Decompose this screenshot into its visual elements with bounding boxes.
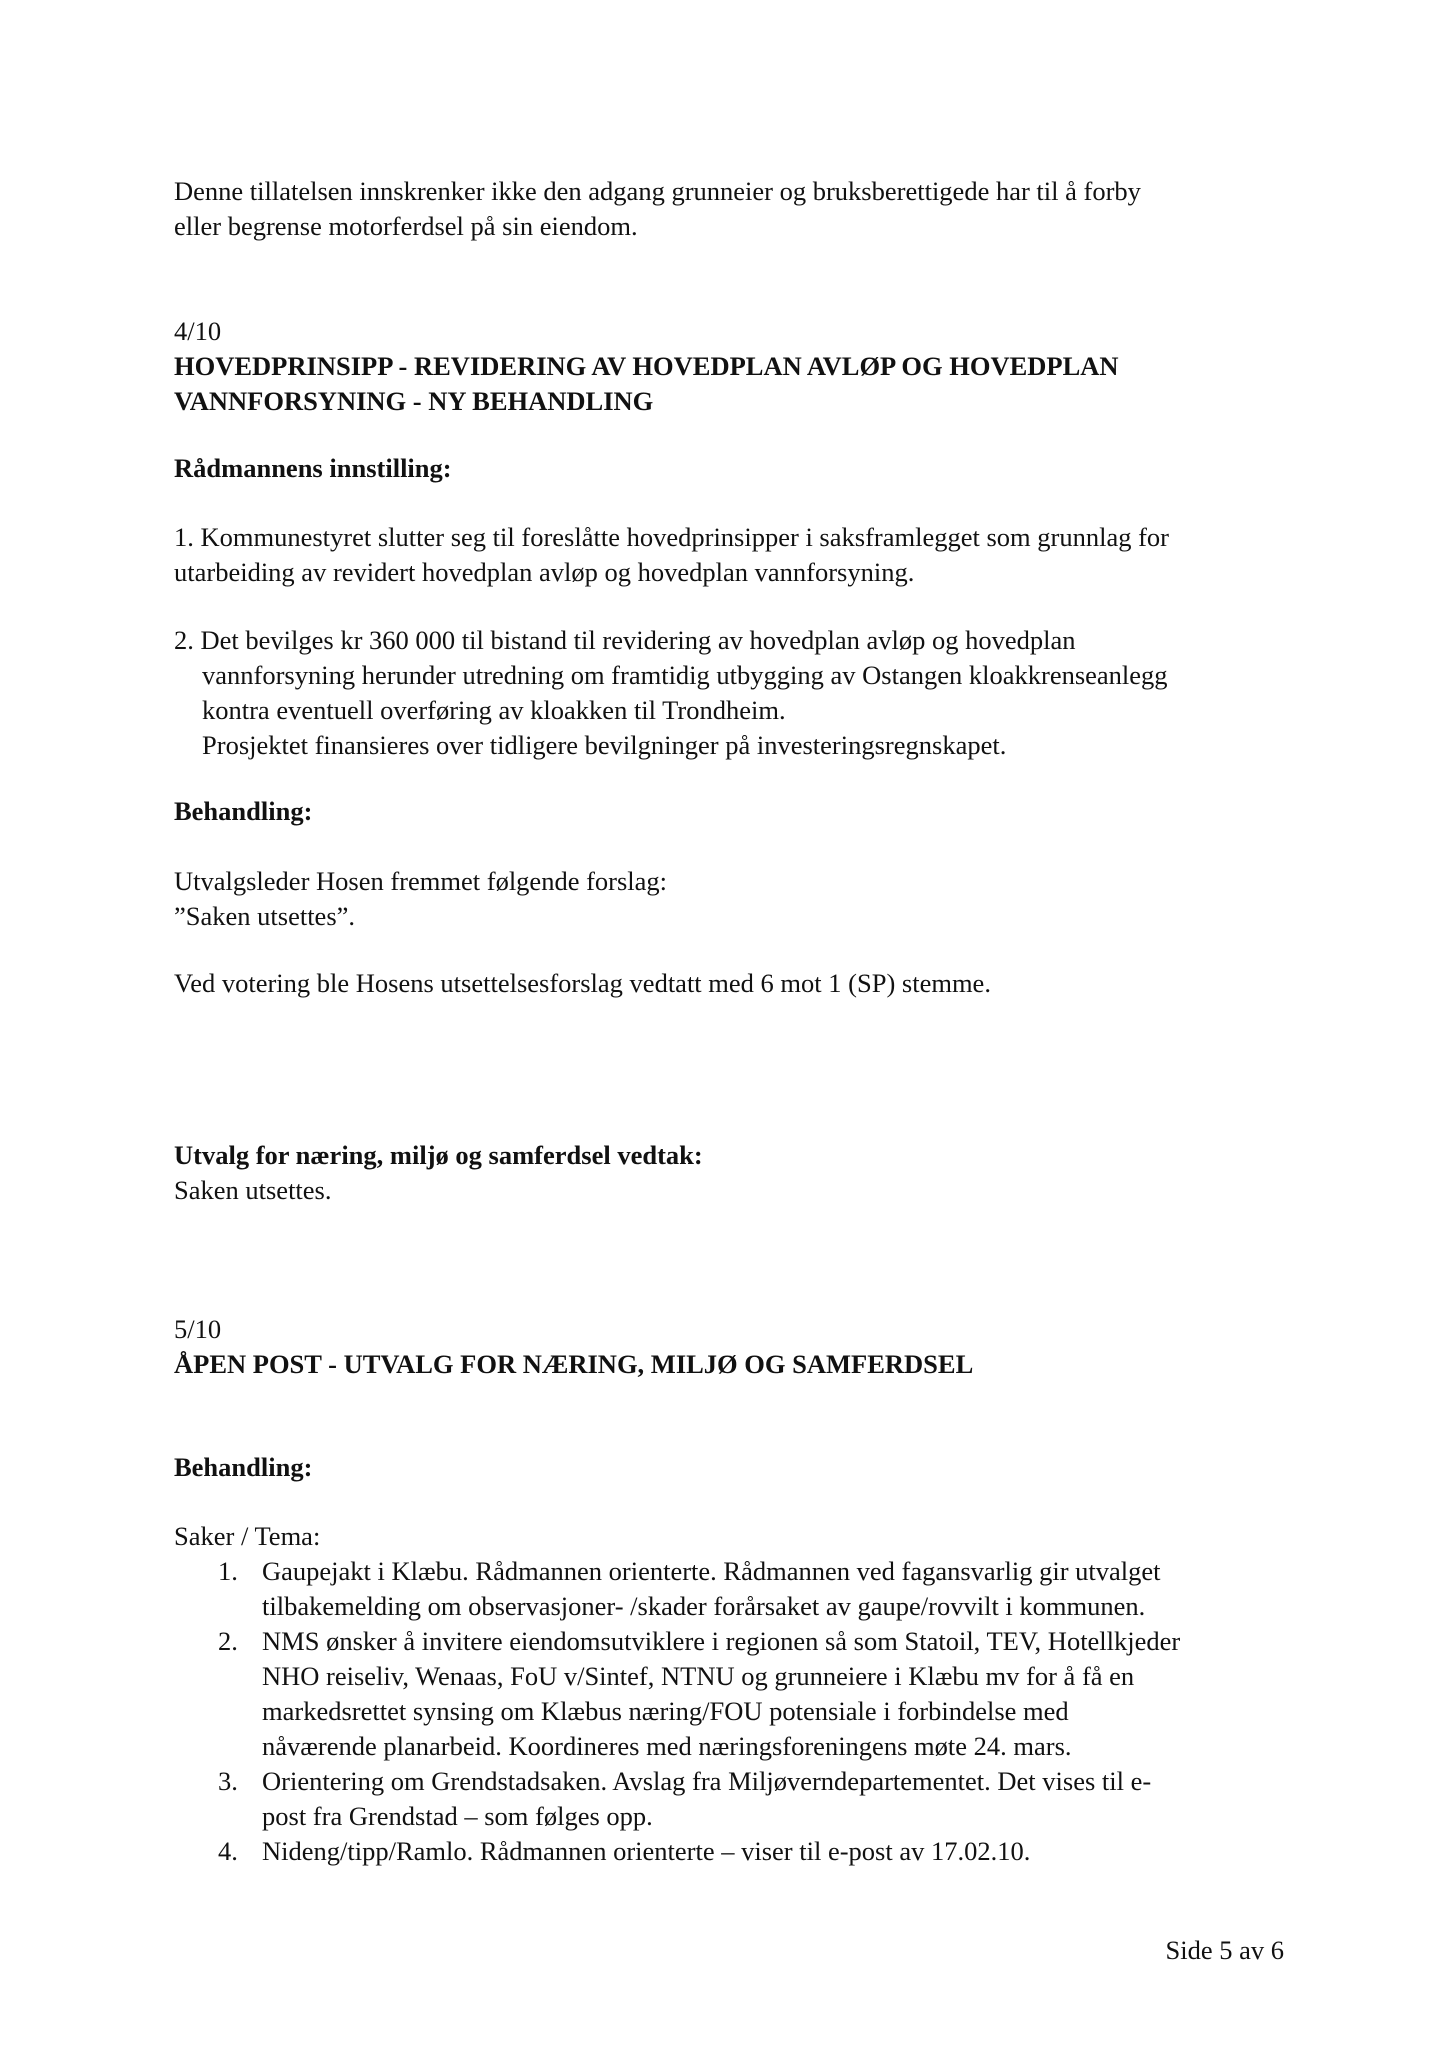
recommendation-item-2: 2. Det bevilges kr 360 000 til bistand til revidering av hovedplan avløp og hovedplan vannforsyning herunder utredning om framtidig utbygging av Ostangen kloakkrenseanlegg kontra eventuell overføring av kloakken til Trondheim. Prosjektet finansieres over tidligere bevilgninger på investeringsregnskapet. bbox=[174, 625, 1168, 760]
case-5-treatment-heading: Behandling: bbox=[174, 1452, 313, 1482]
treatment-heading: Behandling: bbox=[174, 796, 313, 826]
case-5-title: ÅPEN POST - UTVALG FOR NÆRING, MILJØ OG SAMFERDSEL bbox=[174, 1349, 974, 1379]
list-item: 1. Gaupejakt i Klæbu. Rådmannen orienterte. Rådmannen ved fagansvarlig gir utvalget tilbakemelding om observasjoner- /skader forårsaket av gaupe/rovvilt i kommunen. bbox=[218, 1556, 1161, 1621]
case-4-title: HOVEDPRINSIPP - REVIDERING AV HOVEDPLAN AVLØP OG HOVEDPLAN VANNFORSYNING - NY BEHANDLING bbox=[174, 351, 1119, 416]
topics-label: Saker / Tema: bbox=[174, 1521, 321, 1551]
recommendation-heading: Rådmannens innstilling: bbox=[174, 453, 452, 483]
decision-text: Saken utsettes. bbox=[174, 1175, 332, 1205]
list-item: 4. Nideng/tipp/Ramlo. Rådmannen orienterte – viser til e-post av 17.02.10. bbox=[218, 1836, 1031, 1866]
recommendation-item-1: 1. Kommunestyret slutter seg til foreslåtte hovedprinsipper i saksframlegget som grunnlag for utarbeiding av revidert hovedplan avløp og hovedplan vannforsyning. bbox=[174, 522, 1169, 587]
list-item: 3. Orientering om Grendstadsaken. Avslag fra Miljøverndepartementet. Det vises til e- post fra Grendstad – som følges opp. bbox=[218, 1766, 1152, 1831]
page-number: Side 5 av 6 bbox=[1165, 1935, 1284, 1965]
case-5-number: 5/10 bbox=[174, 1314, 222, 1344]
intro-line: eller begrense motorferdsel på sin eiendom. bbox=[174, 211, 638, 241]
intro-line: Denne tillatelsen innskrenker ikke den adgang grunneier og bruksberettigede har til å forby bbox=[174, 176, 1141, 206]
decision-heading: Utvalg for næring, miljø og samferdsel vedtak: bbox=[174, 1140, 703, 1170]
vote-result: Ved votering ble Hosens utsettelsesforslag vedtatt med 6 mot 1 (SP) stemme. bbox=[174, 968, 991, 998]
case-4-number: 4/10 bbox=[174, 316, 222, 346]
intro-paragraph bbox=[174, 174, 1284, 244]
topics-list bbox=[174, 1554, 1284, 1869]
treatment-text: Utvalgsleder Hosen fremmet følgende forslag: ”Saken utsettes”. bbox=[174, 866, 668, 931]
list-item: 2. NMS ønsker å invitere eiendomsutviklere i regionen så som Statoil, TEV, Hotellkjeder NHO reiseliv, Wenaas, FoU v/Sintef, NTNU og grunneiere i Klæbu mv for å få en markedsrettet synsing om Klæbus næring/FOU potensiale i forbindelse med nåværende planarbeid. Koordineres med næringsforeningens møte 24. mars. bbox=[218, 1626, 1181, 1761]
